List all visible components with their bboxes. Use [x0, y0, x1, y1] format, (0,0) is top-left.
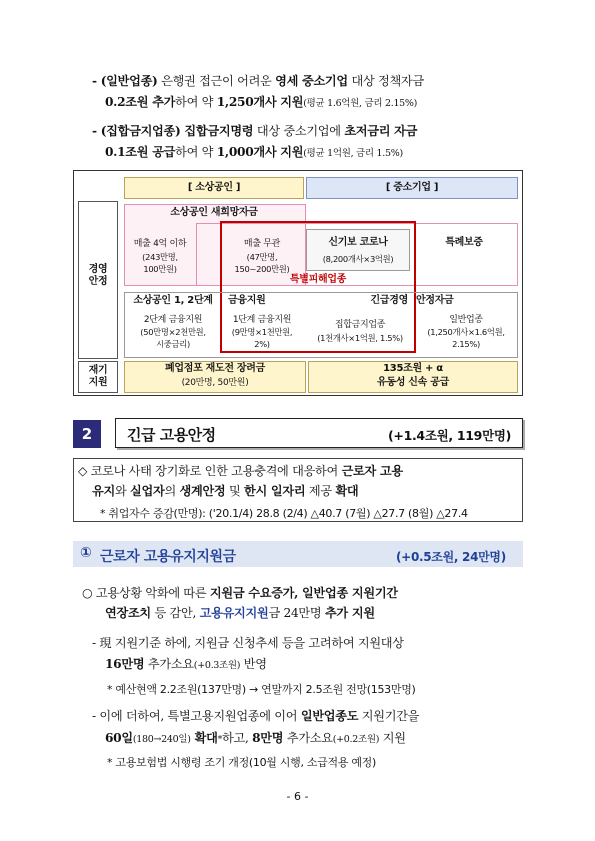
- section-number: 2: [73, 420, 101, 448]
- special-guarantee-label: 특례보증: [445, 237, 483, 248]
- restart-title: 폐업점포 재도전 장려금: [165, 363, 265, 374]
- body-para2-line1: - 現 지원기준 하에, 지원금 신청추세 등을 고려하여 지원대상: [92, 636, 404, 650]
- corona-sub: (8,200개사×3억원): [322, 254, 394, 264]
- body-para2-line2: 16만명 추가소요(+0.3조원) 반영: [105, 657, 267, 671]
- summary-line2: 유지와 실업자의 생계안정 및 한시 일자리 제공 확대: [92, 484, 359, 498]
- body-para3-line1: - 이에 더하여, 특별고용지원업종에 이어 일반업종도 지원기간을: [92, 709, 420, 723]
- loan-b-sub: (9만명×1천만원, 2%): [231, 327, 293, 349]
- corona-title: 신기보 코로나: [328, 237, 388, 248]
- loan-title-b: 금융지원: [228, 295, 266, 306]
- subsection-marker: ①: [80, 545, 92, 561]
- category-small-business: [ 소상공인 ]: [124, 177, 304, 199]
- section-budget: (+1.4조원, 119만명): [388, 428, 512, 443]
- hope-fund-title: 소상공인 새희망자금: [170, 207, 258, 218]
- loan-a-sub: (50만명×2천만원, 시중금리): [140, 327, 206, 349]
- emergency-title: 긴급경영: [370, 295, 408, 306]
- stable-sub: (1,250개사×1.6억원, 2.15%): [427, 327, 505, 349]
- body-note2: * 고용보험법 시행령 조기 개정(10월 시행, 소급적용 예정): [107, 756, 376, 769]
- stable-label: 일반업종: [449, 315, 483, 325]
- loan-title-a: 소상공인 1, 2단계: [133, 295, 213, 306]
- row-label-restart: 재기 지원: [78, 361, 118, 393]
- summary-line1: ◇ 코로나 사태 장기화로 인한 고용충격에 대응하여 근로자 고용: [78, 464, 403, 478]
- page-number: - 6 -: [286, 790, 309, 803]
- body-note1: * 예산현액 2.2조원(137만명) → 연말까지 2.5조원 전망(153만명): [107, 683, 416, 696]
- hope-a-sub: (243만명, 100만원): [142, 252, 178, 274]
- support-diagram: [73, 170, 523, 396]
- hope-a-label: 매출 4억 이하: [133, 239, 187, 249]
- bullet-general-line1: - (일반업종) 은행권 접근이 어려운 영세 중소기업 대상 정책자금: [92, 74, 424, 88]
- section-title: 긴급 고용안정: [127, 426, 216, 444]
- row-label-econ: 경영 안정: [78, 201, 118, 359]
- liquidity-amount: 135조원 + α: [383, 363, 443, 374]
- body-para3-line2: 60일(180→240일) 확대*하고, 8만명 추가소요(+0.2조원) 지원: [105, 731, 406, 745]
- bullet-banned-line2: 0.1조원 공급하여 약 1,000개사 지원(평균 1억원, 금리 1.5%): [105, 145, 403, 159]
- stable-title: 안정자금: [416, 295, 454, 306]
- category-sme: [ 중소기업 ]: [306, 177, 518, 199]
- special-damage-label: 특별피해업종: [289, 274, 347, 285]
- bullet-banned-line1: - (집합금지업종) 집합금지명령 대상 중소기업에 초저금리 자금: [92, 124, 418, 138]
- hope-b-sub: (47만명, 150~200만원): [234, 252, 290, 274]
- loan-a-label: 2단계 금융지원: [143, 315, 203, 325]
- bullet-general-line2: 0.2조원 추가하여 약 1,250개사 지원(평균 1.6억원, 금리 2.15%): [105, 95, 418, 109]
- body-para1-line2: 연장조치 등 감안, 고용유지지원금 24만명 추가 지원: [105, 606, 375, 620]
- restart-sub: (20만명, 50만원): [181, 378, 249, 388]
- summary-note: * 취업자수 증감(만명): ('20.1/4) 28.8 (2/4) △40.7 (7월) △27.7 (8월) △27.4: [100, 507, 468, 520]
- subsection-title: 근로자 고용유지지원금: [100, 549, 236, 565]
- hope-b-label: 매출 무관: [243, 239, 281, 249]
- emergency-sub: (1천개사×1억원, 1.5%): [317, 333, 403, 343]
- body-para1-line1: ○ 고용상황 악화에 따른 지원금 수요증가, 일반업종 지원기간: [82, 586, 398, 600]
- subsection-budget: (+0.5조원, 24만명): [396, 550, 506, 564]
- emergency-label: 집합금지업종: [334, 320, 386, 330]
- liquidity-desc: 유동성 신속 공급: [377, 377, 449, 388]
- loan-b-label: 1단계 금융지원: [232, 315, 292, 325]
